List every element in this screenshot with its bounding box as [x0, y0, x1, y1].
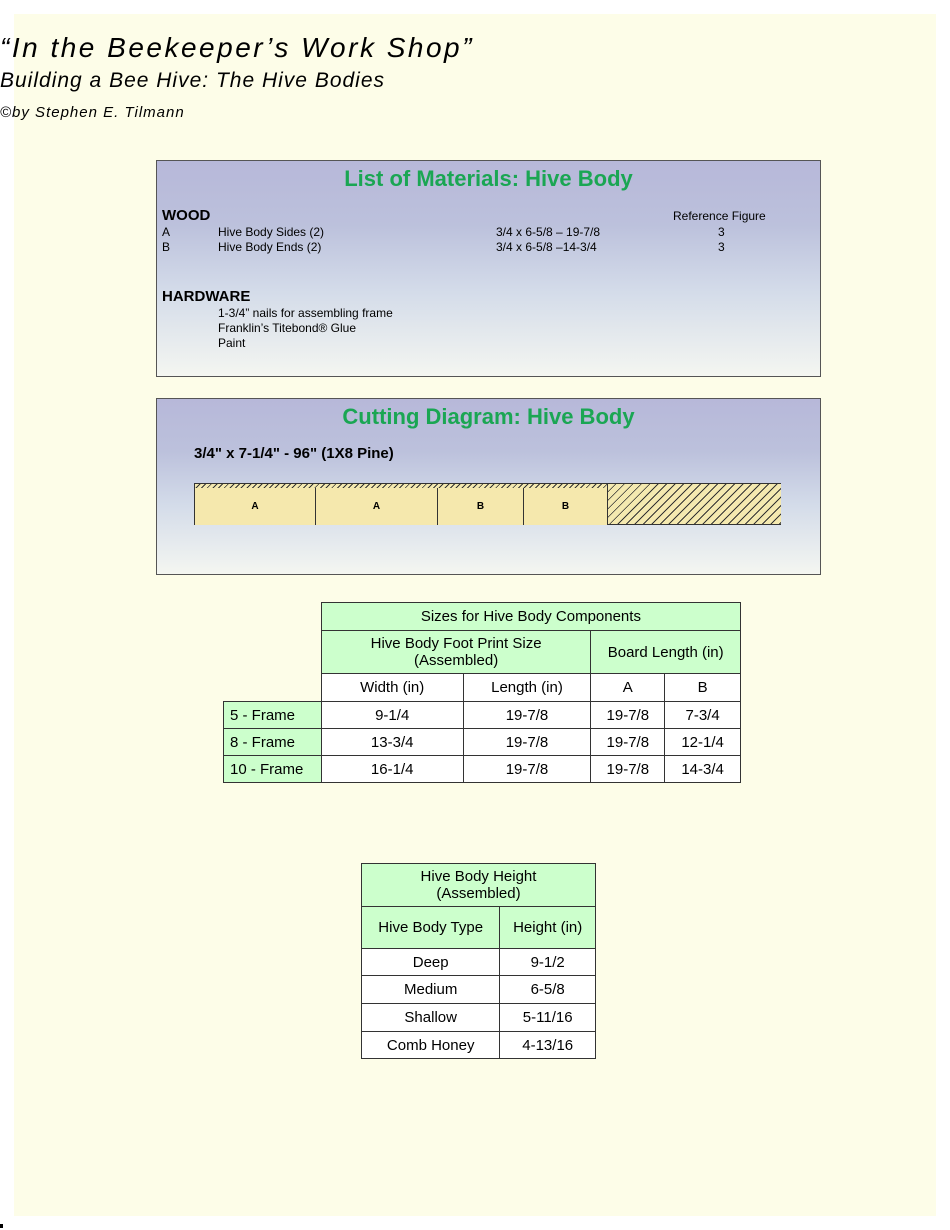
corner-mark — [0, 1224, 3, 1228]
cut-piece: B — [438, 488, 524, 525]
material-size: 3/4 x 6-5/8 – 19-7/8 — [496, 225, 601, 239]
table-row — [224, 756, 741, 783]
b-column-header: B — [665, 674, 741, 702]
empty-cell — [224, 674, 322, 702]
hardware-item: 1-3/4” nails for assembling frame — [218, 306, 393, 320]
document-subtitle: Building a Bee Hive: The Hive Bodies — [0, 69, 386, 92]
table-row — [224, 702, 741, 729]
table-row — [362, 949, 596, 976]
height-cell: 6-5/8 — [500, 976, 596, 1004]
material-name: Hive Body Ends (2) — [218, 240, 322, 254]
hardware-section-label: HARDWARE — [162, 288, 251, 305]
table-row — [362, 1032, 596, 1059]
material-ref: 3 — [718, 240, 725, 254]
materials-panel — [156, 160, 821, 377]
cut-piece: A — [316, 488, 438, 525]
cut-piece: B — [524, 488, 608, 525]
width-cell: 16-1/4 — [321, 756, 463, 783]
materials-heading: List of Materials: Hive Body — [344, 166, 633, 191]
hardware-item: Paint — [218, 336, 246, 350]
cutting-heading: Cutting Diagram: Hive Body — [342, 404, 635, 429]
a-column-header: A — [591, 674, 665, 702]
empty-cell — [224, 631, 322, 674]
material-letter: A — [162, 225, 171, 239]
type-cell: Comb Honey — [362, 1032, 500, 1059]
material-letter: B — [162, 240, 171, 254]
empty-cell — [224, 603, 322, 631]
type-column-header: Hive Body Type — [362, 907, 500, 949]
height-cell: 9-1/2 — [500, 949, 596, 976]
height-column-header: Height (in) — [500, 907, 596, 949]
sizes-table — [223, 602, 741, 783]
reference-figure-label: Reference Figure — [673, 209, 766, 223]
b-cell: 12-1/4 — [665, 729, 741, 756]
document-title: “In the Beekeeper’s Work Shop” — [0, 32, 474, 63]
row-label: 10 - Frame — [224, 756, 322, 783]
a-cell: 19-7/8 — [591, 756, 665, 783]
height-table — [361, 863, 596, 1059]
board-length-header: Board Length (in) — [591, 631, 741, 674]
height-cell: 4-13/16 — [500, 1032, 596, 1059]
type-cell: Medium — [362, 976, 500, 1004]
length-cell: 19-7/8 — [463, 756, 591, 783]
waste-offcut — [607, 484, 781, 524]
board-dimension-label: 3/4" x 7-1/4" - 96" (1X8 Pine) — [194, 445, 394, 462]
length-column-header: Length (in) — [463, 674, 591, 702]
table-row — [362, 1004, 596, 1032]
row-label: 8 - Frame — [224, 729, 322, 756]
table-row — [362, 976, 596, 1004]
width-column-header: Width (in) — [321, 674, 463, 702]
a-cell: 19-7/8 — [591, 729, 665, 756]
cutting-diagram-panel — [156, 398, 821, 575]
length-cell: 19-7/8 — [463, 729, 591, 756]
b-cell: 14-3/4 — [665, 756, 741, 783]
width-cell: 13-3/4 — [321, 729, 463, 756]
hardware-item: Franklin’s Titebond® Glue — [218, 321, 357, 335]
material-ref: 3 — [718, 225, 725, 239]
b-cell: 7-3/4 — [665, 702, 741, 729]
height-table-title: Hive Body Height (Assembled) — [362, 864, 596, 907]
sizes-table-title: Sizes for Hive Body Components — [321, 603, 740, 631]
material-size: 3/4 x 6-5/8 –14-3/4 — [496, 240, 597, 254]
type-cell: Shallow — [362, 1004, 500, 1032]
type-cell: Deep — [362, 949, 500, 976]
row-label: 5 - Frame — [224, 702, 322, 729]
height-cell: 5-11/16 — [500, 1004, 596, 1032]
material-name: Hive Body Sides (2) — [218, 225, 325, 239]
footprint-header: Hive Body Foot Print Size (Assembled) — [321, 631, 591, 674]
author-credit: ©by Stephen E. Tilmann — [0, 104, 185, 121]
wood-section-label: WOOD — [162, 207, 211, 224]
table-row — [224, 729, 741, 756]
width-cell: 9-1/4 — [321, 702, 463, 729]
board-diagram — [194, 483, 781, 525]
a-cell: 19-7/8 — [591, 702, 665, 729]
cut-piece: A — [195, 488, 316, 525]
length-cell: 19-7/8 — [463, 702, 591, 729]
